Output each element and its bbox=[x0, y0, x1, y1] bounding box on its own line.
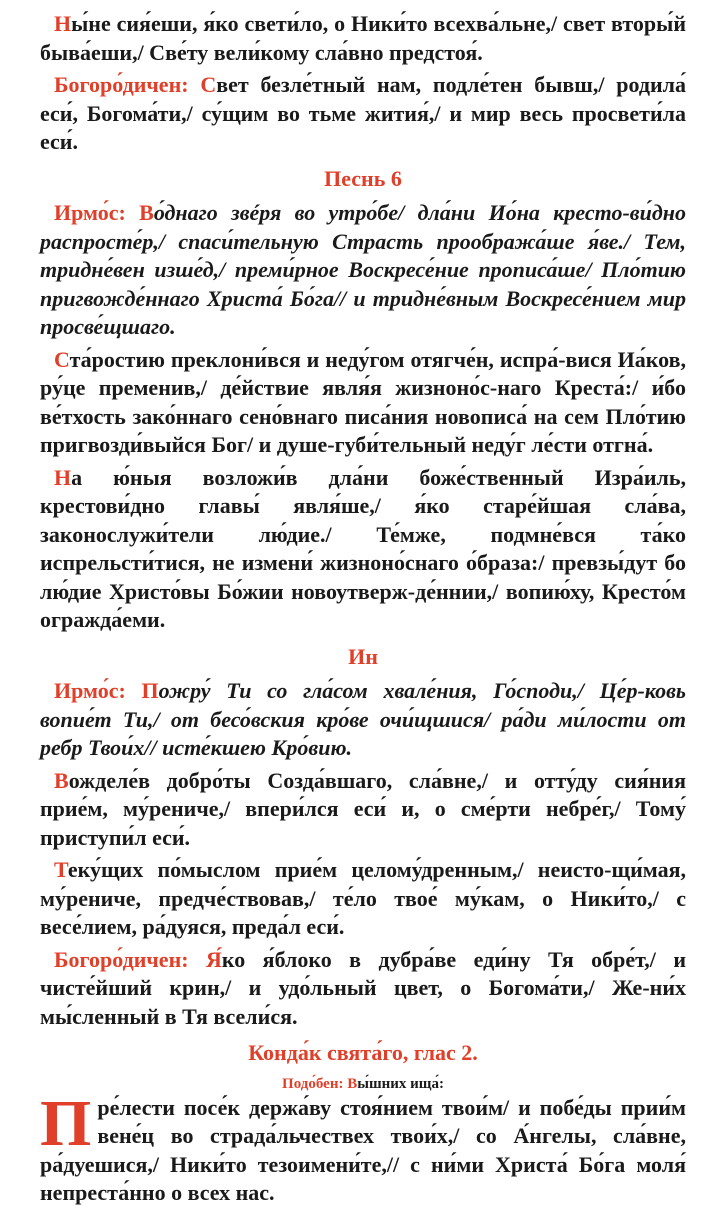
section-heading-in: Ин bbox=[348, 643, 378, 669]
red-initial: Т bbox=[54, 857, 68, 882]
kontakion-paragraph bbox=[40, 1086, 686, 1208]
paragraph-text: ́ко я́блоко в дубра́ве еди́ну Тя обре́т,/ и чисте́йший крин,/ и удо́льный цвет, о Богома́ти,/ Же-ни́х мы́сленный в Тя всели́ся. bbox=[40, 946, 686, 1029]
irmos-paragraph bbox=[40, 677, 686, 763]
theotokion-paragraph bbox=[40, 946, 686, 1032]
irmos-label: Ирмо́с: П bbox=[54, 678, 159, 703]
podoben-line bbox=[40, 1074, 686, 1094]
paragraph-text: ожделе́в добро́ты Созда́вшаго, сла́вне,/ и отту́ду сия́ния прие́м, му́рениче,/ впери́лся еси́ и, о сме́рти небре́г,/ Тому́ приступи́л еси́. bbox=[40, 767, 686, 850]
troparion-paragraph bbox=[40, 856, 686, 942]
troparion-paragraph bbox=[40, 346, 686, 460]
red-initial: Н bbox=[54, 464, 72, 490]
paragraph-text: та́ростию преклони́вся и неду́гом отягче́н, испра́-вися Иа́ков, ру́це пременив,/ де́йствие явля́я жизноно́с-наго Креста́:/ и́бо ве́тхость зако́ннаго сено́внаго писа́ния новописа́ на сем Пло́тию пригвозди́выйся Бог/ и душе-губи́тельный неду́г ле́сти отгна́. bbox=[40, 346, 686, 457]
irmos-text: о́днаго звéря во утро́бе/ дла́ни Ио́на кресто-ви́дно распросте́р,/ спаси́тельную Страсть прообража́ше я́ве./ Тем, тридне́вен изше́д,/ преми́рное Воскресе́ние прописа́ше/ Пло́тию пригвожде́ннаго Христа́ Бо́га// и тридне́вным Воскресе́нием мир просве́щшаго. bbox=[40, 200, 686, 339]
paragraph-text: ы́не сия́еши, я́ко свети́ло, о Ники́то всехва́льне,/ свет вторы́й быва́еши,/ Све́ту вели́кому сла́вно предстоя́. bbox=[40, 11, 686, 65]
theotokion-label: Богоро́дичен: Я bbox=[54, 946, 222, 972]
paragraph-text: вет безле́тный нам, подле́тен бывш,/ родила́ еси́, Богома́ти,/ су́щим во тьме жития́,/ и мир весь просвети́ла еси́. bbox=[40, 72, 686, 154]
podoben-label: Подо́бен: В bbox=[282, 1075, 358, 1092]
paragraph-text: ре́лести посе́к держа́ву стоя́нием твои́м/ и побе́ды прии́м вене́ц во страда́льчествех твои́х,/ со А́нгелы, сла́вне, ра́дуешися,/ Ники́то тезоимени́те,// с ни́ми Христа́ Бо́га моля́ непреста́нно о всех нас. bbox=[40, 1094, 686, 1205]
red-initial: Н bbox=[54, 11, 72, 36]
troparion-paragraph bbox=[40, 464, 686, 635]
theotokion-paragraph bbox=[40, 71, 686, 157]
paragraph-text: еку́щих по́мыслом прие́м целому́дренным,/ неисто-щи́мая, му́рениче, предче́ствовав,/ те́ло твое́ му́кам, о Ники́то,/ с весе́лием, ра́дуяся, преда́л еси́. bbox=[40, 857, 686, 939]
red-initial: С bbox=[54, 346, 70, 372]
drop-cap-initial: П bbox=[40, 1086, 92, 1160]
irmos-text: ожру́ Ти со гла́сом хвале́ния, Го́споди,/ Це́р-ковь вопие́т Ти,/ от бесо́вския кро́ве очи́щшися/ ра́ди ми́лости от ребр Твои́х// исте́кшею Кро́вию. bbox=[40, 678, 686, 760]
section-heading-kontakion: Конда́к свята́го, глас 2. bbox=[248, 1040, 478, 1065]
irmos-paragraph bbox=[40, 199, 686, 342]
red-initial: В bbox=[54, 767, 69, 793]
irmos-label: Ирмо́с: В bbox=[54, 200, 154, 225]
troparion-paragraph bbox=[40, 767, 686, 853]
paragraph-text: а ю́ныя возложи́в дла́ни боже́ственный Изра́иль, крестови́дно главы́ явля́ше,/ я́ко старе́йшая сла́ва, законослужи́тели лю́дие./ Те́мже, подмне́вся та́ко испрельсти́тися, не измени́ жизноно́снаго о́браза:/ превзы́дут бо лю́дие Христо́вы Бо́жии новоутверж-де́ннии,/ вопию́ху, Кресто́м огражда́еми. bbox=[40, 464, 686, 632]
section-heading-song-6: Песнь 6 bbox=[324, 165, 402, 191]
podoben-text: ы́шних ища́: bbox=[357, 1075, 444, 1092]
theotokion-label: Богоро́дичен: С bbox=[54, 72, 217, 97]
troparion-paragraph bbox=[40, 10, 686, 67]
